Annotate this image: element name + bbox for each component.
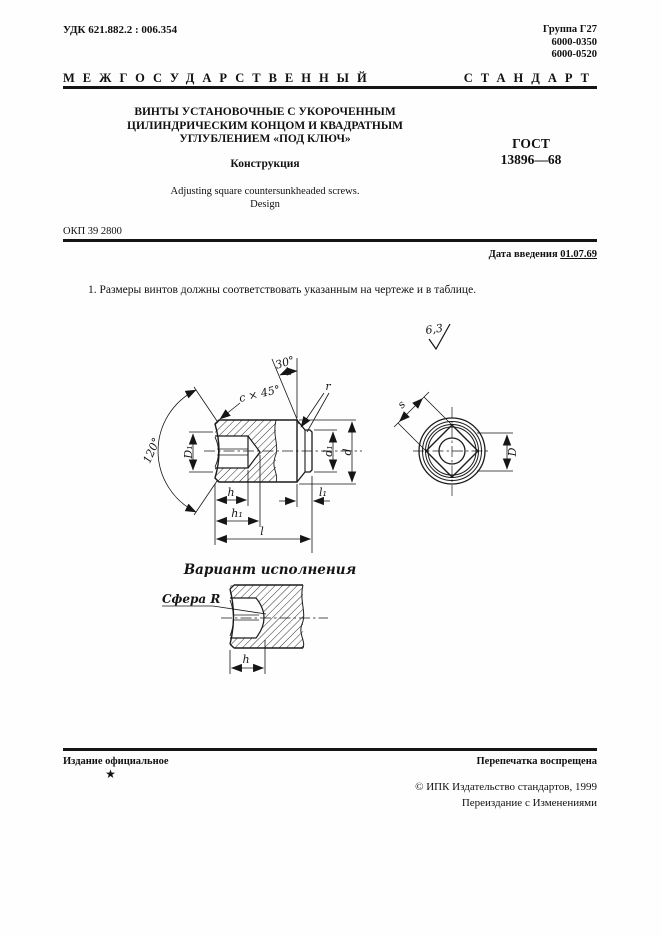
group-label: Группа Г27 — [542, 24, 597, 35]
dim-label-d1: d₁ — [322, 445, 335, 457]
code-1: 6000-0350 — [551, 36, 597, 48]
reissue-line: Переиздание с Изменениями — [461, 797, 597, 809]
cone-ext-top — [194, 387, 217, 421]
official-edition-label: Издание официальное — [63, 756, 169, 767]
end-view-dimensions — [394, 392, 513, 471]
title-english — [63, 186, 467, 211]
variant-view — [221, 585, 328, 648]
variant-caption: Вариант исполнения — [183, 562, 357, 578]
cone-ext-bottom — [194, 481, 217, 515]
s-arrow-ne — [417, 399, 423, 405]
udk-number: УДК 621.882.2 : 006.354 — [63, 24, 178, 36]
title-en-line-1: Adjusting square countersunkheaded screws. — [170, 186, 360, 197]
clause-1-text: 1. Размеры винтов должны соответствовать указанным на чертеже и в таблице. — [88, 284, 477, 296]
group-codes — [543, 24, 597, 62]
document-title — [63, 106, 467, 171]
copyright-line: © ИПК Издательство стандартов, 1999 — [415, 781, 597, 793]
date-value: 01.07.69 — [560, 249, 597, 260]
dim-label-h: h — [227, 486, 235, 499]
gost-label: ГОСТ — [512, 136, 550, 151]
dim-label-h1: h₁ — [231, 507, 243, 520]
title-line-2: ЦИЛИНДРИЧЕСКИМ КОНЦОМ И КВАДРАТНЫМ — [127, 119, 403, 132]
angle-30-arc — [280, 371, 297, 375]
dim-label-30: 30° — [273, 353, 297, 372]
chamfer-leader — [220, 403, 240, 419]
star-icon: ★ — [105, 767, 116, 781]
gost-number: 13896—68 — [500, 152, 562, 167]
gost-designation — [467, 136, 595, 168]
introduction-date — [489, 249, 597, 260]
s-arrow-sw — [400, 416, 406, 422]
no-reprint-label: Перепечатка воспрещена — [476, 756, 597, 767]
standard-type-heading — [63, 71, 597, 86]
dim-label-l: l — [260, 525, 264, 538]
dim-label-s: s — [394, 397, 409, 412]
s-dim-line — [394, 392, 429, 427]
dim-label-D1: D₁ — [182, 445, 195, 459]
title-line-3: УГЛУБЛЕНИЕМ «ПОД КЛЮЧ» — [179, 133, 351, 145]
dim-label-D: D — [506, 447, 519, 457]
end-view — [413, 407, 491, 496]
divider-top — [63, 86, 597, 89]
divider-middle — [63, 239, 597, 242]
main-view — [204, 420, 362, 482]
okp-code: ОКП 39 2800 — [63, 226, 122, 237]
title-line-1: ВИНТЫ УСТАНОВОЧНЫЕ С УКОРОЧЕННЫМ — [134, 106, 396, 118]
dim-label-h-variant: h — [242, 653, 250, 666]
roughness-value: 6,3 — [424, 321, 444, 337]
roughness-mark — [425, 322, 450, 349]
title-en-line-2: Design — [250, 198, 280, 210]
code-2: 6000-0520 — [551, 49, 597, 60]
dim-label-l1: l₁ — [319, 486, 327, 499]
standard-word-2: СТАНДАРТ — [463, 71, 597, 85]
radius-leader-2 — [307, 393, 329, 432]
dim-label-120: 120° — [140, 435, 164, 466]
dim-label-d: d — [341, 448, 354, 456]
divider-bottom — [63, 748, 597, 751]
title-subtitle: Конструкция — [230, 157, 300, 170]
date-label: Дата введения — [488, 249, 558, 260]
dim-label-r: r — [325, 380, 331, 393]
sphere-label: Сфера R — [162, 592, 221, 606]
sphere-leader — [213, 606, 266, 614]
technical-drawing — [0, 300, 661, 730]
dim-label-chamfer: c × 45° — [237, 382, 282, 405]
standard-word-1: МЕЖГОСУДАРСТВЕННЫЙ — [63, 71, 375, 85]
